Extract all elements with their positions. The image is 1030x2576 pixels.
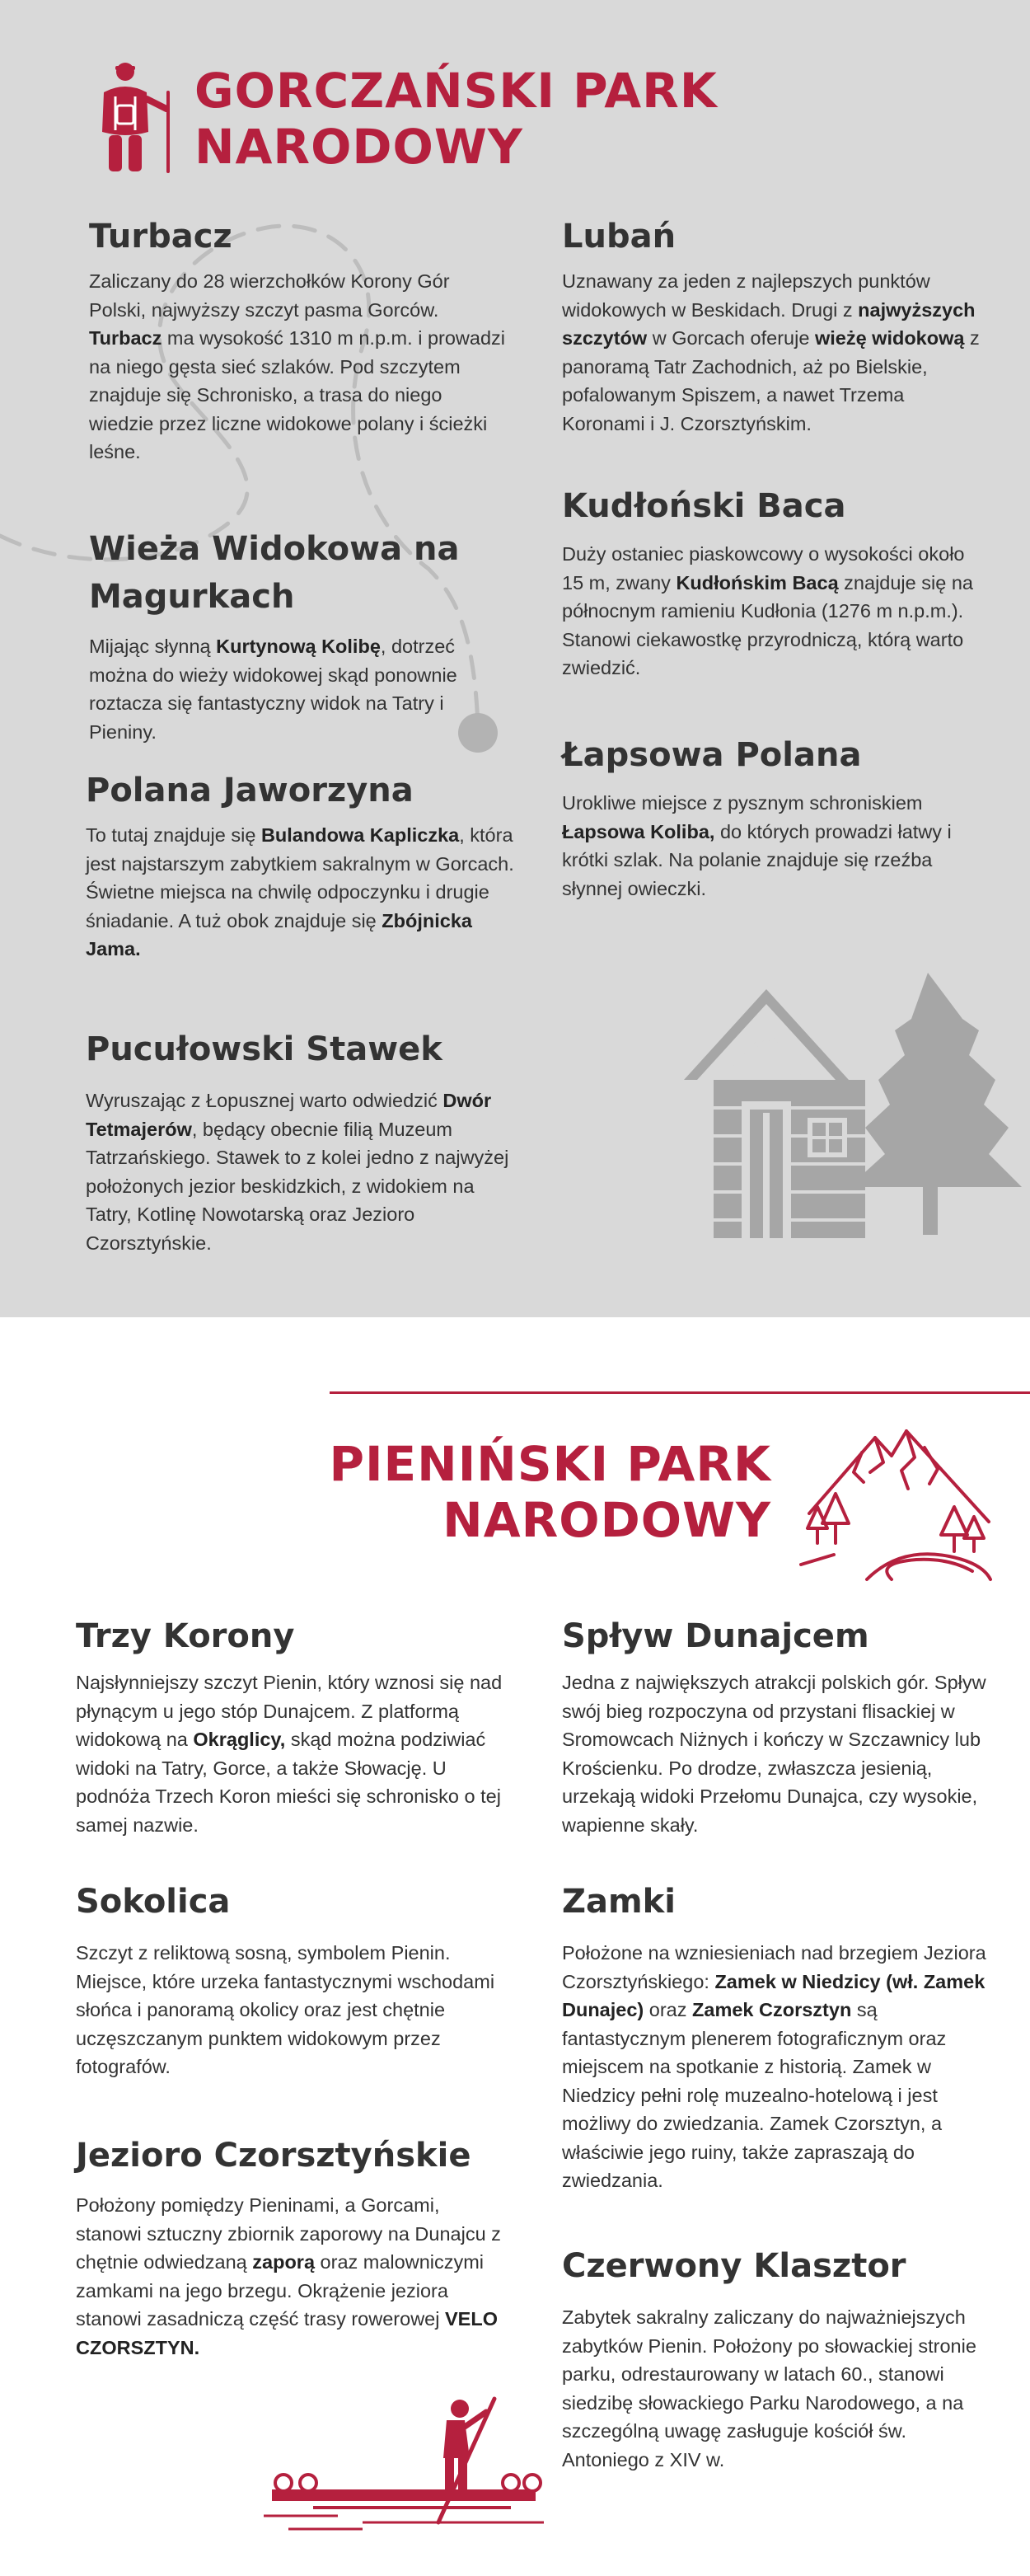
item-paragraph: [89, 632, 509, 746]
text-run: To tutaj znajduje się: [86, 824, 261, 846]
text-run: w Gorcach oferuje: [647, 327, 815, 349]
bold-text: Zbójnicka Jama.: [86, 909, 472, 960]
item-heading: Lubań: [562, 218, 677, 256]
pieniny-item-trzy-korony: [76, 1612, 521, 1839]
cabin-icon: [684, 956, 1030, 1245]
item-heading: Pucułowski Stawek: [86, 1030, 442, 1068]
bold-text: Okrąglicy,: [193, 1729, 286, 1750]
item-paragraph: [76, 2191, 501, 2362]
text-run: Zabytek sakralny zaliczany do najważniejszych zabytków Pienin. Położony po słowackiej stronie parku, odrestaurowany w latach 60., stanowi siedzibę słowackiego Parku Narodowego, a na szczególną uwagę zasługuje kościół św. Antoniego z XIV w.: [562, 2306, 976, 2470]
mountains-icon: [784, 1415, 997, 1588]
bold-text: najwyższych szczytów: [562, 298, 976, 349]
gorce-item-kudlonski-baca: [562, 482, 974, 683]
text-run: ma wysokość 1310 m n.p.m. i prowadzi na niego gęsta sieć szlaków. Pod szczytem znajduje się Schronisko, a trasa do niego wiedzie przez liczne widokowe polany i ścieżki leśne.: [89, 327, 505, 462]
text-run: Uznawany za jeden z najlepszych punktów widokowych w Beskidach. Drugi z: [562, 270, 930, 321]
item-heading: Łapsowa Polana: [562, 736, 862, 774]
text-run: , która jest najstarszym zabytkiem sakralnym w Gorcach. Świetne miejsca na chwilę odpoczynku i drugie śniadanie. A tuż obok znajduje się: [86, 824, 514, 931]
bold-text: Dwór Tetmajerów: [86, 1090, 492, 1140]
bold-text: Bulandowa Kapliczka: [260, 824, 460, 846]
text-run: Zaliczany do 28 wierzchołków Korony Gór Polski, najwyższy szczyt pasma Gorców.: [89, 270, 450, 321]
text-run: Mijając słynną: [89, 636, 217, 657]
item-paragraph: [562, 267, 990, 438]
bold-text: wieżę widokową: [814, 327, 965, 349]
text-run: znajduje się na północnym ramieniu Kudłonia (1276 m n.p.m.). Stanowi ciekawostkę przyrodniczą, którą warto zwiedzić.: [562, 571, 973, 678]
gorce-item-luban: [562, 213, 990, 438]
pieniny-park-title: [247, 1436, 771, 1548]
item-paragraph: [89, 267, 508, 467]
bold-text: Kurtynową Kolibę: [216, 636, 381, 657]
bold-text: zaporą: [252, 2251, 316, 2273]
item-heading: Kudłoński Baca: [562, 487, 846, 525]
text-run: , będący obecnie filią Muzeum Tatrzańskiego. Stawek to z kolei jedno z najwyżej położonych jezior beskidzkich, z widokiem na Tatry, Kotlinę Nowotarską oraz Jezioro Czorsztyńskie.: [86, 1118, 509, 1254]
text-run: oraz malowniczymi zamkami na jego brzegu. Okrążenie jeziora stanowi zasadniczą część trasy rowerowej: [76, 2251, 485, 2330]
item-heading: Spływ Dunajcem: [562, 1617, 869, 1655]
bold-text: Łapsowa Koliba,: [562, 820, 715, 842]
gorce-title-line2: NARODOWY: [194, 119, 523, 175]
text-run: Wyruszając z Łopusznej warto odwiedzić: [86, 1090, 443, 1111]
pieniny-item-zamki: [562, 1878, 997, 2195]
item-paragraph: [86, 821, 514, 964]
gorce-item-wieza-widokowa: [89, 525, 526, 746]
text-run: Położone na wzniesieniach nad brzegiem Jeziora Czorsztyńskiego:: [562, 1942, 986, 1992]
bold-text: Zamek Czorsztyn: [692, 1999, 852, 2020]
bold-text: Kudłońskim Bacą: [676, 571, 839, 594]
gorce-title-line1: GORCZAŃSKI PARK: [194, 63, 718, 119]
text-run: Położony pomiędzy Pieninami, a Gorcami, stanowi sztuczny zbiornik zaporowy na Dunajcu z chętnie odwiedzaną: [76, 2194, 501, 2273]
item-paragraph: [562, 540, 974, 683]
item-heading: Wieża Widokowa na Magurkach: [89, 530, 460, 616]
item-heading: Zamki: [562, 1883, 676, 1921]
item-paragraph: [562, 1668, 999, 1839]
pieniny-item-czerwony-klasztor: [562, 2242, 997, 2474]
text-run: z panoramą Tatr Zachodnich, aż po Bielskie, pofalowanym Spiszem, a nawet Trzema Koronami i J. Czorsztyńskim.: [562, 327, 980, 434]
text-run: skąd można podziwiać widoki na Tatry, Gorce, a także Słowację. U podnóża Trzech Koron mieści się schronisko o tej samej nazwie.: [76, 1729, 501, 1836]
pieniny-item-jezioro-czorsztynskie: [76, 2132, 521, 2362]
item-heading: Jezioro Czorsztyńskie: [76, 2137, 471, 2175]
item-heading: Czerwony Klasztor: [562, 2247, 906, 2285]
item-paragraph: [76, 1668, 517, 1839]
text-run: Jedna z największych atrakcji polskich gór. Spływ swój bieg rozpoczyna od przystani flisackiej w Sromowcach Niżnych i kończy w Szczawnicy lub Krościenku. Po drodze, zwłaszcza jesienią, urzekają widoki Przełomu Dunajca, czy wysokie, wapienne skały.: [562, 1672, 986, 1836]
pieniny-item-sokolica: [76, 1878, 521, 2081]
gorce-item-turbacz: [89, 213, 508, 467]
item-paragraph: [562, 2303, 990, 2474]
item-heading: Sokolica: [76, 1883, 231, 1921]
item-paragraph: [562, 1939, 997, 2195]
text-run: są fantastycznym plenerem fotograficznym oraz miejscem na spotkanie z historią. Zamek w Niedzicy pełni rolę muzealno-hotelową i jest możliwy do zwiedzania. Zamek Czorsztyn, a właściwie jego ruiny, także zapraszają do zwiedzania.: [562, 1999, 947, 2191]
text-run: Najsłynniejszy szczyt Pienin, który wznosi się nad płynącym u jego stóp Dunajcem. Z platformą widokową na: [76, 1672, 503, 1750]
text-run: Szczyt z reliktową sosną, symbolem Pienin. Miejsce, które urzeka fantastycznymi wschodami słońca i panoramą okolicy oraz jest chętnie uczęszczanym punktem widokowym przez fotografów.: [76, 1942, 495, 2077]
text-run: oraz: [644, 1999, 693, 2020]
gorce-item-lapsowa-polana: [562, 731, 982, 903]
item-heading: Turbacz: [89, 218, 232, 256]
item-heading: Polana Jaworzyna: [86, 772, 414, 809]
text-run: , dotrzeć można do wieży widokowej skąd ponownie roztacza się fantastyczny widok na Tatry i Pieniny.: [89, 636, 457, 743]
pieniny-title-line1: PIENIŃSKI PARK: [329, 1436, 771, 1492]
divider-line: [330, 1391, 1030, 1394]
gorce-item-puculowski-stawek: [86, 1025, 522, 1257]
pieniny-title-line2: NARODOWY: [442, 1492, 771, 1548]
bold-text: Zamek w Niedzicy (wł. Zamek Dunajec): [562, 1970, 986, 2020]
item-paragraph: [562, 789, 982, 903]
text-run: Duży ostaniec piaskowcowy o wysokości około 15 m, zwany: [562, 543, 965, 594]
pieniny-item-splyw-dunajcem: [562, 1612, 999, 1839]
raftsman-icon: [264, 2391, 552, 2531]
hiker-icon: [92, 59, 175, 175]
item-paragraph: [86, 1086, 514, 1257]
text-run: do których prowadzi łatwy i krótki szlak. Na polanie znajduje się rzeźba słynnej owieczki.: [562, 820, 952, 899]
bold-text: Turbacz: [89, 327, 162, 349]
item-heading: Trzy Korony: [76, 1617, 295, 1655]
item-paragraph: [76, 1939, 517, 2081]
text-run: Urokliwe miejsce z pysznym schroniskiem: [562, 792, 923, 814]
gorce-item-polana-jaworzyna: [86, 767, 514, 964]
bold-text: VELO CZORSZTYN.: [76, 2308, 498, 2358]
gorce-park-title: [194, 63, 718, 175]
